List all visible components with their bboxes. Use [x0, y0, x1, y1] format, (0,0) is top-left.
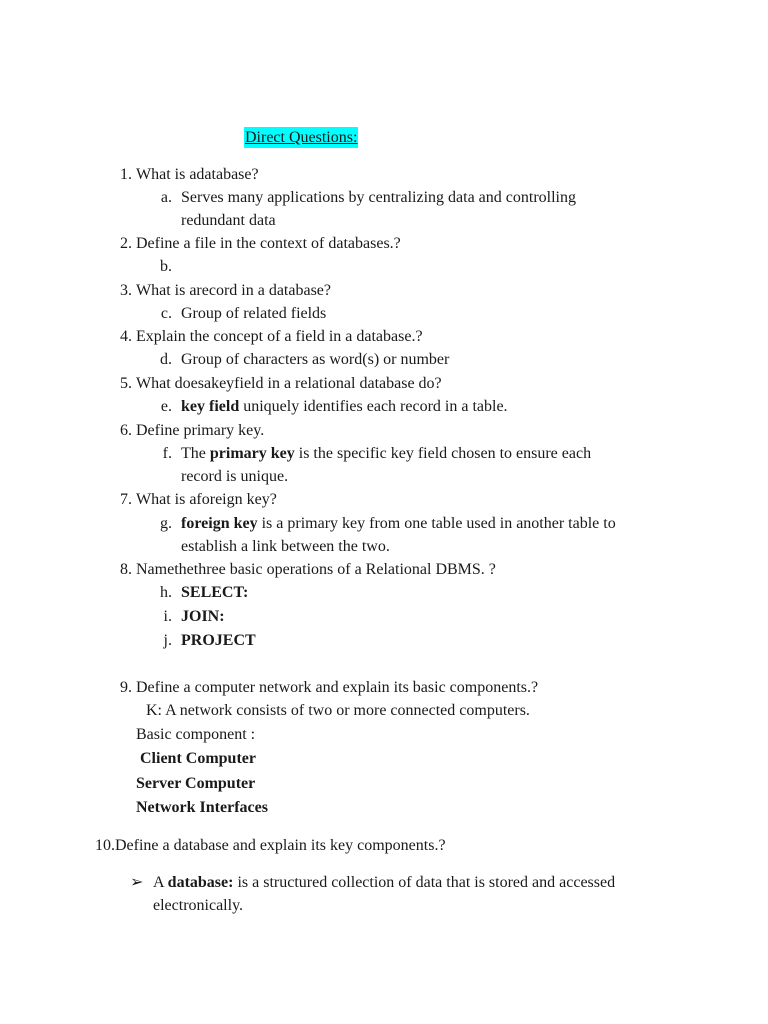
component-network-interfaces: Network Interfaces	[136, 799, 268, 816]
answer-text: SELECT:	[181, 584, 249, 601]
answer-pre: A	[153, 874, 168, 891]
answer-text: JOIN:	[181, 608, 225, 625]
term-primary-key: primary key	[209, 445, 295, 462]
answer-rest: is a structured collection of data that is stored and accessed	[233, 874, 616, 891]
question-text: What is aforeign key?	[136, 491, 277, 508]
bullet-database-continued: electronically.	[153, 897, 244, 914]
answer-label: a.	[160, 189, 172, 206]
answer-text: Group of characters as word(s) or number	[181, 351, 450, 368]
question-number: 5.	[120, 375, 132, 392]
answer-label: b.	[160, 258, 172, 275]
answer-rest: uniquely identifies each record in a table.	[239, 398, 508, 415]
question-number: 8.	[120, 561, 132, 578]
basic-component-label: Basic component :	[136, 726, 256, 743]
question-10: 10.Define a database and explain its key components.?	[95, 837, 446, 854]
term-key-field: key field	[181, 398, 240, 415]
answer-text: Serves many applications by centralizing data and controlling	[181, 189, 576, 206]
answer-label: i.	[163, 608, 172, 625]
answer-text: establish a link between the two.	[181, 538, 390, 555]
component-server-computer: Server Computer	[136, 775, 256, 792]
question-text: Define primary key.	[136, 422, 265, 439]
answer-pre: The	[181, 445, 210, 462]
answer-text: record is unique.	[181, 468, 289, 485]
answer-text	[181, 396, 508, 418]
component-client-computer: Client Computer	[140, 750, 256, 767]
answer-text: redundant data	[181, 212, 276, 229]
arrow-bullet-icon: ➢	[130, 874, 144, 891]
question-number: 7.	[120, 491, 132, 508]
term-foreign-key: foreign key	[181, 515, 258, 532]
answer-label: h.	[160, 584, 172, 601]
question-number: 2.	[120, 235, 132, 252]
question-text: Explain the concept of a field in a database.?	[136, 328, 423, 345]
question-number: 4.	[120, 328, 132, 345]
answer-rest: is the specific key field chosen to ensure each	[294, 445, 592, 462]
answer-k: K: A network consists of two or more connected computers.	[146, 702, 530, 719]
answer-label: j.	[163, 632, 172, 649]
question-number: 6.	[120, 422, 132, 439]
question-text: What doesakeyfield in a relational database do?	[136, 375, 442, 392]
answer-label: d.	[160, 351, 172, 368]
answer-text	[181, 443, 591, 465]
answer-text	[153, 872, 615, 894]
question-text: What is adatabase?	[136, 166, 259, 183]
answer-rest: is a primary key from one table used in another table to	[257, 515, 616, 532]
answer-label: e.	[160, 398, 172, 415]
answer-label: g.	[160, 515, 172, 532]
question-number: 3.	[120, 282, 132, 299]
answer-text: Group of related fields	[181, 305, 327, 322]
question-text: Namethethree basic operations of a Relational DBMS. ?	[136, 561, 496, 578]
question-text: What is arecord in a database?	[136, 282, 332, 299]
question-text: Define a computer network and explain its basic components.?	[136, 679, 539, 696]
term-database: database:	[167, 874, 234, 891]
question-number: 9.	[120, 679, 132, 696]
answer-label: f.	[162, 445, 172, 462]
answer-text	[181, 513, 616, 535]
page-title: Direct Questions:	[245, 129, 358, 146]
answer-label: c.	[160, 305, 172, 322]
question-text: Define a file in the context of databases.?	[136, 235, 401, 252]
question-number: 1.	[120, 166, 132, 183]
answer-text: PROJECT	[181, 632, 256, 649]
